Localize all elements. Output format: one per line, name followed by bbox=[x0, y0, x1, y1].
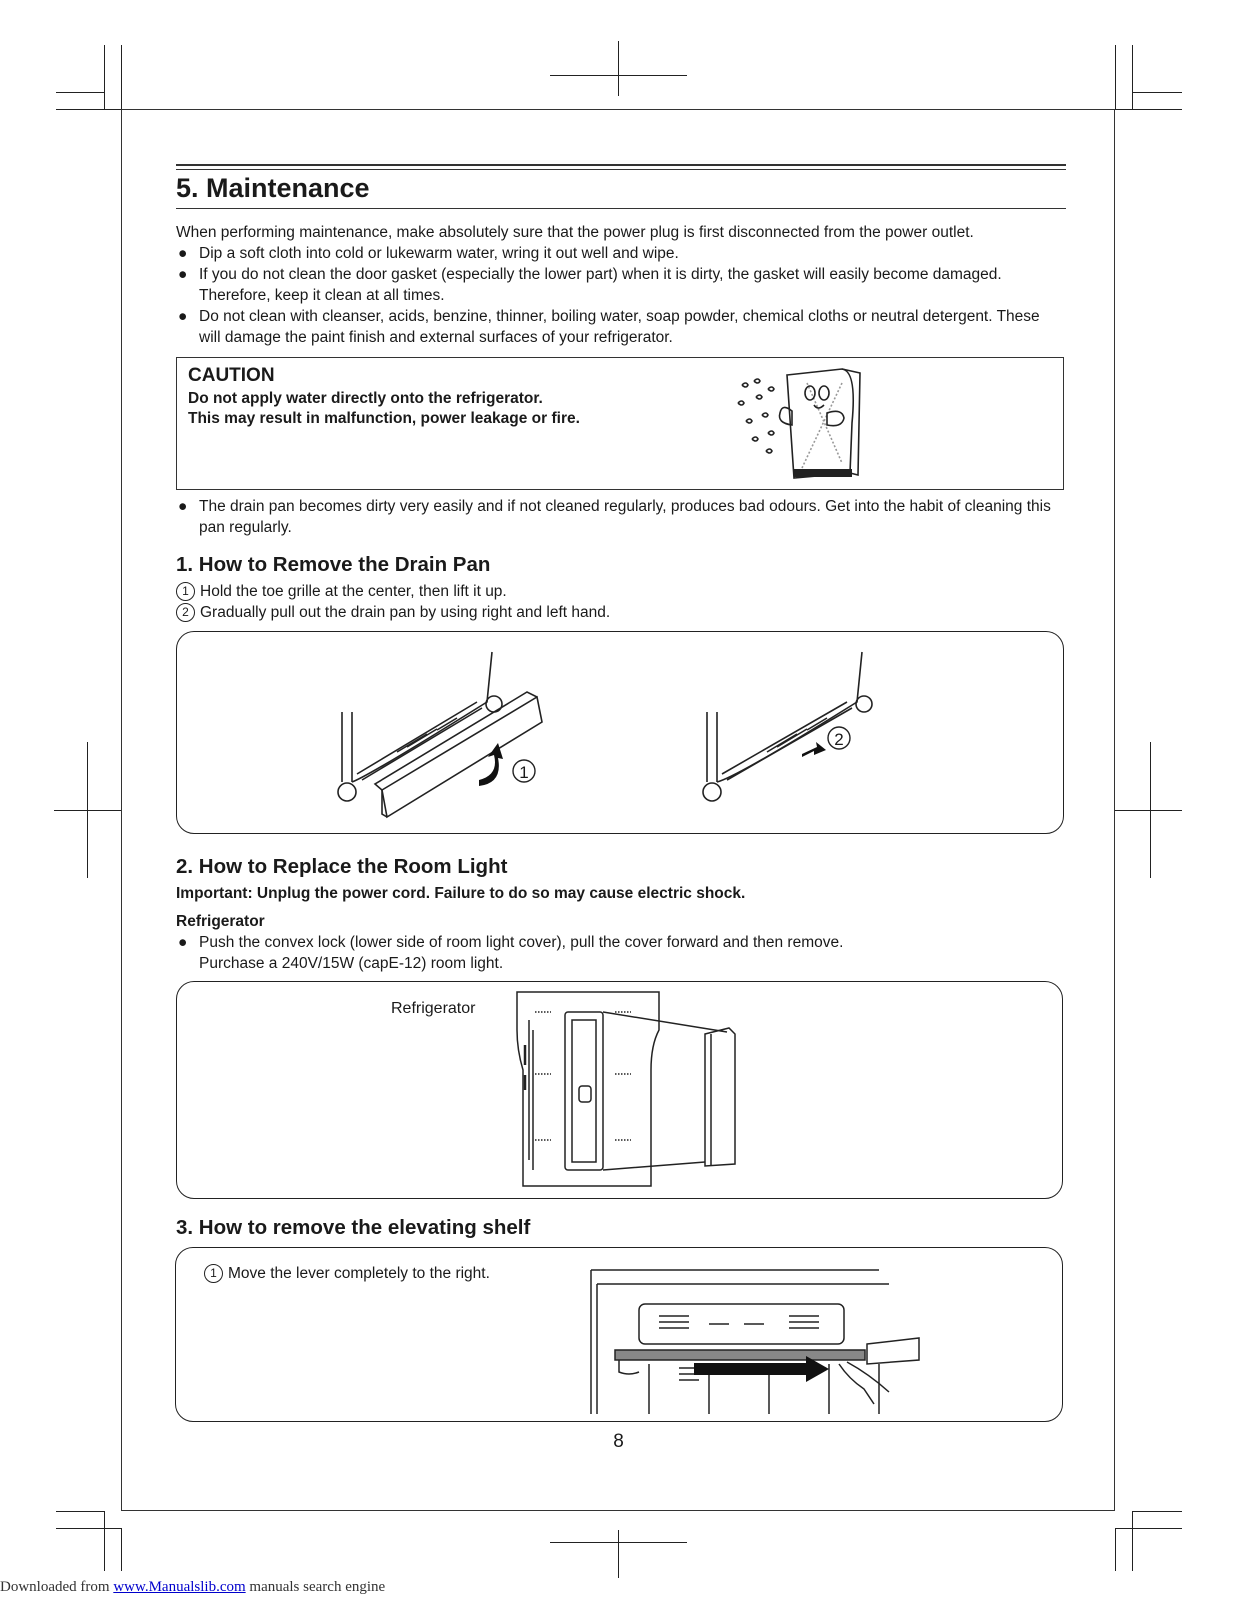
room-light-purchase-note: Purchase a 240V/15W (capE-12) room light. bbox=[199, 955, 504, 972]
footer-suffix: manuals search engine bbox=[245, 1579, 386, 1595]
crop-mark bbox=[1132, 1511, 1182, 1512]
crop-mark bbox=[1115, 109, 1182, 110]
step-number: 1 bbox=[176, 582, 195, 601]
crop-mark bbox=[1115, 810, 1182, 811]
footer-prefix: Downloaded from bbox=[0, 1579, 114, 1595]
section-title: 5. Maintenance bbox=[176, 173, 370, 203]
crop-mark bbox=[618, 1530, 619, 1578]
caution-line: This may result in malfunction, power leakage or fire. bbox=[188, 410, 580, 427]
crop-mark bbox=[56, 1511, 104, 1512]
room-light-subheading: Refrigerator bbox=[176, 913, 265, 930]
crop-mark bbox=[1115, 1528, 1182, 1529]
figure-label: Refrigerator bbox=[391, 1000, 476, 1017]
bullet-dot: ● bbox=[178, 308, 188, 325]
figure-step-number: 1 bbox=[519, 763, 529, 782]
bullet-dot: ● bbox=[178, 498, 188, 515]
step-number: 2 bbox=[176, 603, 195, 622]
drain-pan-figure-panel bbox=[176, 631, 1064, 834]
footer bbox=[0, 1579, 385, 1596]
page-number: 8 bbox=[613, 1431, 624, 1452]
elevating-shelf-illustration bbox=[589, 1264, 919, 1414]
caution-line: Do not apply water directly onto the refrigerator. bbox=[188, 390, 543, 407]
crop-mark bbox=[54, 810, 121, 811]
bullet-text: If you do not clean the door gasket (especially the lower part) when it is dirty, the gasket will easily become damaged. Therefore, keep it clean at all times. bbox=[199, 266, 1002, 304]
shelf-heading: 3. How to remove the elevating shelf bbox=[176, 1216, 531, 1239]
bullet-text: Do not clean with cleanser, acids, benzine, thinner, boiling water, soap powder, chemical cloths or neutral detergent. These will damage the paint finish and external surfaces of your refrigerator. bbox=[199, 308, 1040, 346]
crop-mark bbox=[1132, 1511, 1133, 1571]
bullet-dot: ● bbox=[178, 934, 188, 951]
step-text: Move the lever completely to the right. bbox=[228, 1265, 490, 1282]
figure-step-number: 2 bbox=[834, 730, 844, 749]
crop-mark bbox=[618, 41, 619, 96]
bullet-dot: ● bbox=[178, 266, 188, 283]
footer-link[interactable]: www.Manualslib.com bbox=[113, 1579, 246, 1595]
room-light-illustration bbox=[515, 990, 755, 1190]
heading-underline bbox=[176, 208, 1066, 209]
drain-pan-pull-illustration bbox=[687, 642, 887, 822]
step-text: Hold the toe grille at the center, then lift it up. bbox=[200, 583, 507, 600]
room-light-heading: 2. How to Replace the Room Light bbox=[176, 855, 508, 878]
shelf-figure-panel bbox=[175, 1247, 1063, 1422]
crop-mark bbox=[121, 45, 122, 109]
bullet-dot: ● bbox=[178, 245, 188, 262]
drain-pan-lift-illustration bbox=[307, 642, 557, 822]
crop-mark bbox=[1115, 45, 1116, 109]
caution-box bbox=[176, 357, 1064, 490]
step-number: 1 bbox=[204, 1264, 223, 1283]
heading-rule bbox=[176, 164, 1066, 166]
crop-mark bbox=[550, 1542, 687, 1543]
drain-pan-step-1 bbox=[176, 581, 507, 602]
crop-mark bbox=[1115, 1528, 1116, 1571]
crop-mark bbox=[550, 75, 687, 76]
crop-mark bbox=[56, 1528, 121, 1529]
crop-mark bbox=[121, 1528, 122, 1571]
room-light-figure-panel bbox=[176, 981, 1063, 1199]
heading-rule bbox=[176, 169, 1066, 170]
caution-title: CAUTION bbox=[188, 365, 275, 386]
crop-mark bbox=[104, 1511, 105, 1571]
crop-mark bbox=[1132, 92, 1182, 93]
drain-pan-step-2 bbox=[176, 602, 610, 623]
room-light-important: Important: Unplug the power cord. Failure to do so may cause electric shock. bbox=[176, 885, 746, 902]
crop-mark bbox=[104, 45, 105, 109]
no-water-spray-illustration bbox=[732, 363, 882, 485]
shelf-step-1 bbox=[204, 1263, 490, 1284]
crop-mark bbox=[56, 109, 121, 110]
bullet-text: Push the convex lock (lower side of room light cover), pull the cover forward and then remove. bbox=[199, 934, 844, 951]
drain-pan-heading: 1. How to Remove the Drain Pan bbox=[176, 553, 491, 576]
bullet-text: Dip a soft cloth into cold or lukewarm water, wring it out well and wipe. bbox=[199, 245, 679, 262]
bullet-text: The drain pan becomes dirty very easily and if not cleaned regularly, produces bad odours. Get into the habit of cleaning this pan regularly. bbox=[199, 498, 1051, 536]
intro-text: When performing maintenance, make absolutely sure that the power plug is first disconnected from the power outlet. bbox=[176, 224, 974, 241]
crop-mark bbox=[56, 92, 104, 93]
crop-mark bbox=[1132, 45, 1133, 109]
step-text: Gradually pull out the drain pan by using right and left hand. bbox=[200, 604, 611, 621]
